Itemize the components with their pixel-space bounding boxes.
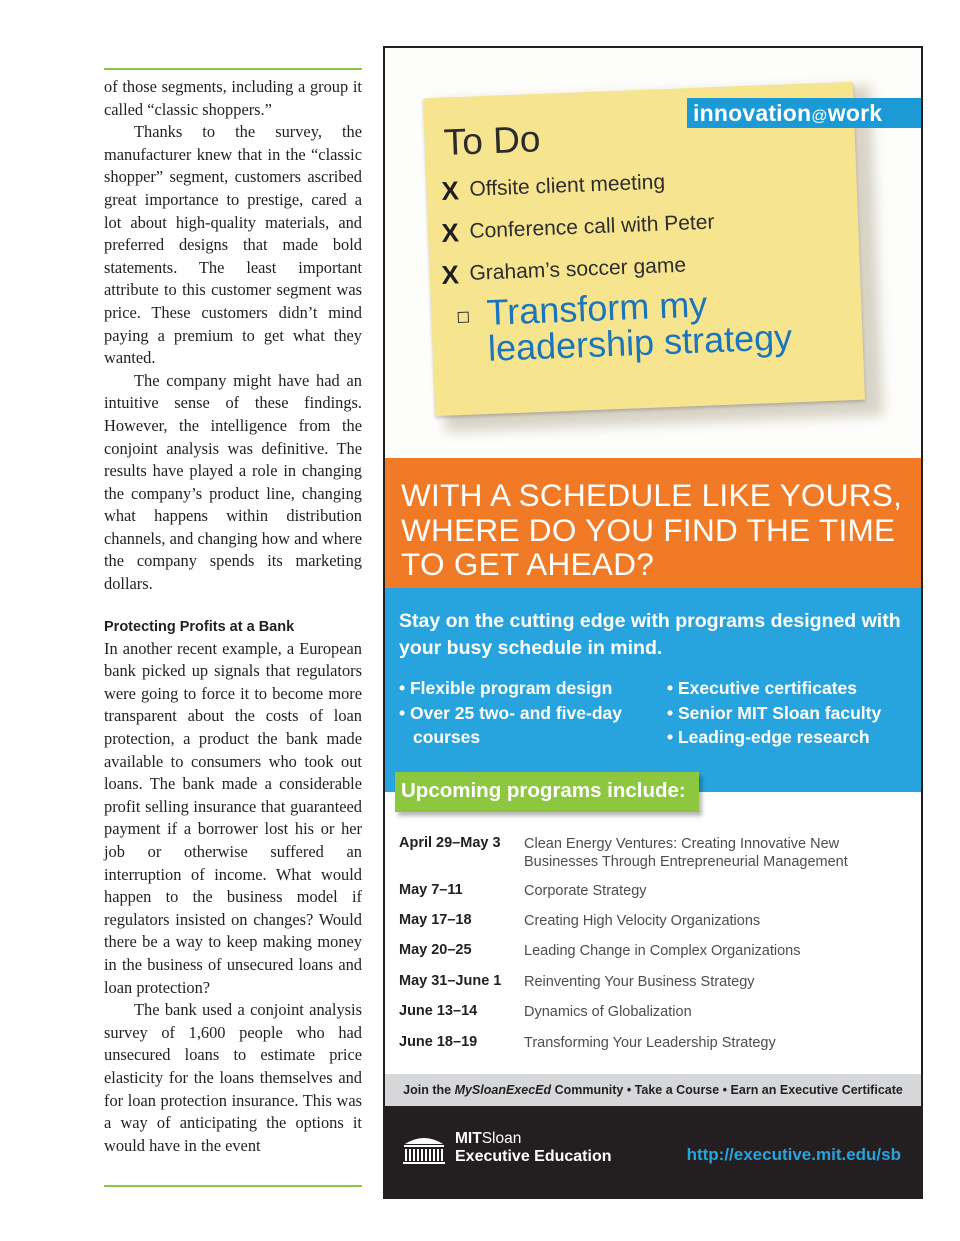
note-title: To Do [443,118,542,163]
program-row [399,1003,914,1021]
todo-item-text: Conference call with Peter [469,210,715,243]
program-title: Corporate Strategy [524,883,647,899]
program-date: June 13–14 [399,1003,478,1019]
program-title: Leading Change in Complex Organizations [524,943,801,959]
ad-headline: WITH A SCHEDULE LIKE YOURS, WHERE DO YOU FIND THE TIME TO GET AHEAD? [401,477,903,582]
upcoming-programs-label: Upcoming programs include: [395,772,699,812]
mit-dome-logo-icon [401,1131,447,1165]
article-column [104,68,362,1187]
mit-sloan-advertisement [383,46,923,1199]
wordmark-sloan: Sloan [481,1130,522,1147]
program-date: April 29–May 3 [399,835,501,851]
community-join: Join the [403,1083,455,1097]
article-paragraph-3: The company might have had an intuitive sense of these findings. However, the intelligence from the conjoint analysis was definitive. The results have played a role in changing the company’s product line, changing what happens within distribution channels, and changing how and where the company spends its marketing dollars. [104,370,362,594]
program-date: June 18–19 [399,1034,478,1050]
features-band [385,588,921,792]
headline-band [385,458,921,588]
cross-mark-icon: X [440,259,460,290]
section-heading: Protecting Profits at a Bank [104,618,295,635]
todo-item-open [457,282,828,368]
community-bar [385,1074,921,1106]
program-row [399,882,914,900]
program-title: Creating High Velocity Organizations [524,913,761,929]
feature-list-left [399,676,649,750]
todo-item-text: Offsite client meeting [469,170,666,201]
brand-at: @ [811,108,828,125]
feature-item: • Flexible program design [399,678,613,698]
article-paragraph-4: In another recent example, a European bank picked up signals that regulators were going to force it to become more transparent about the costs of loan protection, a product the bank made available to consumers who took out loans. The bank made a considerable profit selling insurance that guaranteed payment if a borrower lost his or her job or otherwise suffered an interruption of income. What would happen to the business model if regulators insisted on changes? Would there be a way to keep making money in the business of unsecured loans and loan protection? [104,638,362,997]
innovation-at-work-tab [687,98,923,128]
feature-item: • Senior MIT Sloan faculty [667,702,882,723]
wordmark-mit: MIT [455,1130,482,1147]
todo-item-highlight-text: Transform my leadership strategy [485,283,793,369]
program-date: May 17–18 [399,912,472,928]
brand-work: work [827,100,883,126]
program-date: May 7–11 [399,882,463,898]
article-text [104,70,362,1157]
ad-footer [385,1106,921,1199]
cross-mark-icon: X [440,175,460,206]
feature-item: • Over 25 two- and five-day courses [399,702,622,747]
program-title: Reinventing Your Business Strategy [524,974,755,990]
article-paragraph-2: Thanks to the survey, the manufacturer knew that in the “classic shopper” segment, customers ascribed great importance to prestige, cared a lot about high-quality materials, and preferred designs that made bold statements. The least important attribute to this customer segment was price. These customers didn’t mind paying a premium to get what they wanted. [104,122,362,368]
wordmark-exec-ed: Executive Education [455,1148,612,1165]
article-paragraph-5: The bank used a conjoint analysis survey of 1,600 people who had unsecured loans to estimate price elasticity for the loans themselves and for loan protection insurance. This was a way of anticipating the options it would have in the event [104,1000,362,1155]
ad-top-area [385,48,921,458]
program-row [399,942,914,960]
ad-url-link[interactable]: http://executive.mit.edu/sb [686,1145,901,1164]
program-row [399,1034,914,1052]
program-title: Dynamics of Globalization [524,1004,692,1020]
feature-item: • Executive certificates [667,678,857,698]
article-paragraph-1: of those segments, including a group it called “classic shoppers.” [104,77,362,119]
feature-item: • Leading-edge research [667,727,870,747]
program-row [399,835,914,871]
program-title: Clean Energy Ventures: Creating Innovative New Businesses Through Entrepreneurial Management [524,836,848,870]
community-rest: Community • Take a Course • Earn an Executive Certificate [551,1083,903,1097]
mit-sloan-wordmark [455,1130,612,1166]
checkbox-empty-icon [458,312,469,323]
program-date: May 31–June 1 [399,973,502,989]
ad-intro: Stay on the cutting edge with programs designed with your busy schedule in mind. [399,610,901,659]
brand-innovation: innovation [693,100,812,126]
feature-list-right [667,676,917,750]
program-row [399,912,914,930]
community-name: MySloanExecEd [454,1083,552,1097]
todo-item-text: Graham’s soccer game [469,253,687,285]
cross-mark-icon: X [440,217,460,248]
program-date: May 20–25 [399,942,472,958]
program-row [399,973,914,991]
program-title: Transforming Your Leadership Strategy [524,1035,776,1051]
